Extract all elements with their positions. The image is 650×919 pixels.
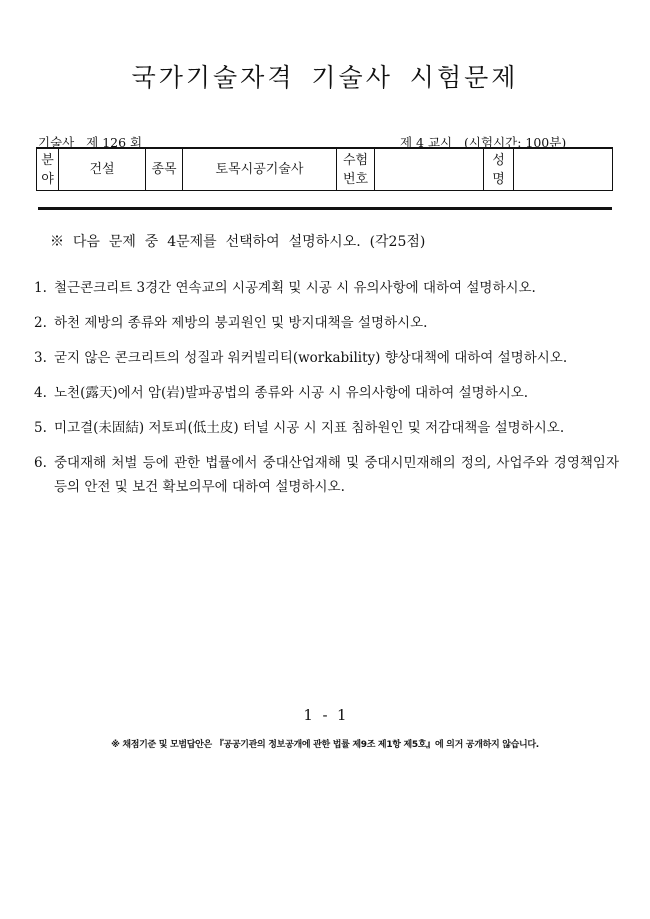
question-text: 미고결(未固結) 저토피(低土皮) 터널 시공 시 지표 침하원인 및 저감대책을 설명하시오. <box>54 420 565 436</box>
question-text: 중대재해 처벌 등에 관한 법률에서 중대산업재해 및 중대시민재해의 정의, 사업주와 경영책임자등의 안전 및 보건 확보의무에 대하여 설명하시오. <box>54 455 619 495</box>
exam-number-label-cell <box>337 148 375 191</box>
session-info: 제 4 교시 (시험시간: 100분) <box>400 135 567 150</box>
name-label-cell <box>484 148 514 191</box>
field-label-2: 야 <box>41 171 54 187</box>
question-item <box>34 311 619 335</box>
page-title: 국가기술자격 기술사 시험문제 <box>131 63 519 92</box>
exam-number-label-1: 수험 <box>342 152 369 168</box>
instruction-text: ※ 다음 문제 중 4문제를 선택하여 설명하시오. (각25점) <box>50 234 426 250</box>
question-item <box>34 276 619 300</box>
divider-rule <box>38 207 612 210</box>
question-text: 철근콘크리트 3경간 연속교의 시공계획 및 시공 시 유의사항에 대하여 설명하시오. <box>54 280 536 296</box>
question-number: 4. <box>34 385 47 401</box>
question-text: 노천(露天)에서 암(岩)발파공법의 종류와 시공 시 유의사항에 대하여 설명하시오. <box>54 385 529 401</box>
question-item <box>34 346 619 370</box>
question-list <box>34 276 619 510</box>
field-label-1: 분 <box>41 152 54 168</box>
exam-number-field[interactable] <box>375 148 484 191</box>
name-label-1: 성 <box>492 152 505 168</box>
question-number: 6. <box>34 455 47 471</box>
exam-number-label-2: 번호 <box>342 171 369 187</box>
footnote: ※ 채점기준 및 모범답안은 『공공기관의 정보공개에 관한 법률 제9조 제1항 제5호』에 의거 공개하지 않습니다. <box>111 740 539 750</box>
name-field[interactable] <box>514 148 613 191</box>
field-value: 건설 <box>59 148 146 191</box>
question-item <box>34 416 619 440</box>
category-value: 토목시공기술사 <box>183 148 337 191</box>
question-number: 2. <box>34 315 47 331</box>
category-label: 종목 <box>146 148 183 191</box>
question-number: 5. <box>34 420 47 436</box>
question-text: 하천 제방의 종류와 제방의 붕괴원인 및 방지대책을 설명하시오. <box>54 315 428 331</box>
question-number: 3. <box>34 350 47 366</box>
exam-info-table <box>36 147 613 191</box>
exam-round: 기술사 제 126 회 <box>38 135 143 150</box>
question-number: 1. <box>34 280 47 296</box>
field-label-cell <box>37 148 59 191</box>
page-number: 1 - 1 <box>303 706 347 724</box>
question-item <box>34 381 619 405</box>
name-label-2: 명 <box>492 171 505 187</box>
question-text: 굳지 않은 콘크리트의 성질과 워커빌리티(workability) 향상대책에 대하여 설명하시오. <box>54 350 568 366</box>
question-item <box>34 451 619 499</box>
